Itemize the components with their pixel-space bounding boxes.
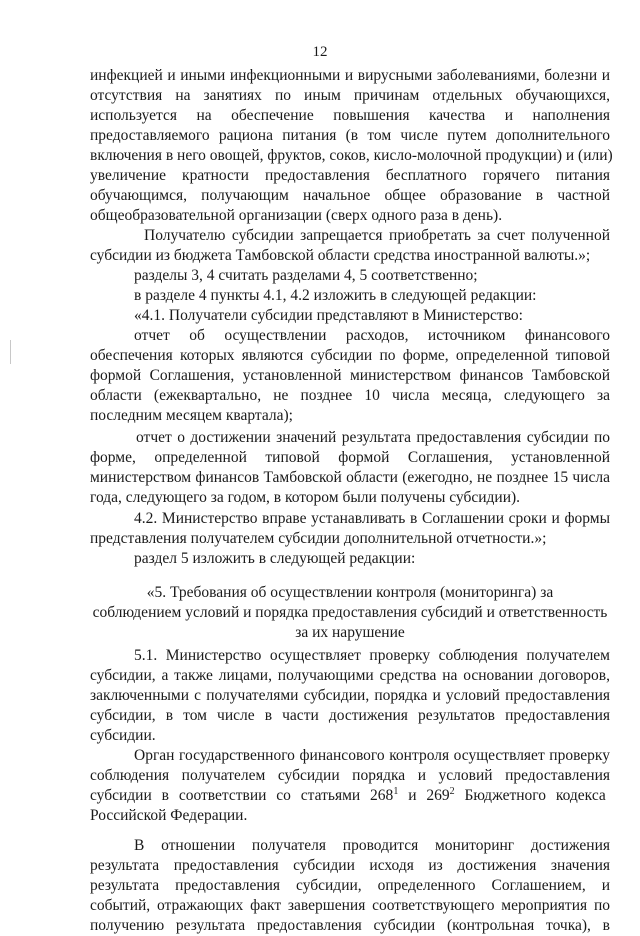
text-line: используется на обеспечение повышения качества и наполнения xyxy=(90,107,610,124)
text-line: предоставляемого рациона питания (в том числе путем дополнительного xyxy=(90,127,610,144)
text-line: общеобразовательной организации (сверх одного раза в день). xyxy=(90,207,503,224)
text-line: в разделе 4 пункты 4.1, 4.2 изложить в следующей редакции: xyxy=(134,287,537,304)
section-heading-line: соблюдением условий и порядка предоставления субсидий и ответственность xyxy=(92,604,608,621)
text-line: Получателю субсидии запрещается приобретать за счет полученной xyxy=(144,227,610,244)
superscript: 2 xyxy=(449,785,455,797)
text-line: отчет о достижении значений результата предоставления субсидии по xyxy=(136,429,610,446)
scan-margin-mark xyxy=(10,340,11,364)
text-line: результата предоставления субсидии исходя из достижения значения xyxy=(90,857,610,874)
text-line: форме, определенной типовой формой Соглашения, установленной xyxy=(90,449,610,466)
text-line: отсутствия на занятиях по иным причинам отдельных обучающихся, xyxy=(90,87,610,104)
page-number: 12 xyxy=(312,44,328,60)
text-line: событий, отражающих факт завершения соответствующего мероприятия по xyxy=(90,897,610,914)
text-line: В отношении получателя проводится мониторинг достижения xyxy=(134,837,610,854)
text-line: министерством финансов Тамбовской области (ежегодно, не позднее 15 числа xyxy=(90,469,610,486)
text-fragment: и 269 xyxy=(398,787,450,804)
text-line: субсидии, а также лицами, получающими средства на основании договоров, xyxy=(90,667,610,684)
superscript: 1 xyxy=(393,785,399,797)
text-line: обеспечения которых являются субсидии по форме, определенной типовой xyxy=(90,347,610,364)
text-line: представления получателем субсидии дополнительной отчетности.»; xyxy=(90,530,547,547)
text-line: результата предоставления субсидии, определенного Соглашением, и xyxy=(90,877,610,894)
text-line: увеличение кратности предоставления бесплатного горячего питания xyxy=(90,167,610,184)
text-fragment: субсидии в соответствии со статьями 268 xyxy=(90,787,394,804)
text-line: Российской Федерации. xyxy=(90,807,248,824)
text-line: субсидии из бюджета Тамбовской области средства иностранной валюты.»; xyxy=(90,247,591,264)
text-line: разделы 3, 4 считать разделами 4, 5 соответственно; xyxy=(134,267,478,284)
text-line: года, следующего за годом, в котором были получены субсидии). xyxy=(90,489,521,506)
text-line: субсидии. xyxy=(90,727,156,744)
text-line: 4.2. Министерство вправе устанавливать в Соглашении сроки и формы xyxy=(134,510,610,527)
text-line: «4.1. Получатели субсидии представляют в Министерство: xyxy=(134,307,523,324)
text-line xyxy=(90,786,610,806)
text-line: формой Соглашения, установленной министерством финансов Тамбовской xyxy=(90,367,610,384)
text-line: инфекцией и иными инфекционными и вирусными заболеваниями, болезни и xyxy=(90,67,610,84)
text-line: последним месяцем квартала); xyxy=(90,407,293,424)
text-line: субсидии, в том числе в части достижения результатов предоставления xyxy=(90,707,610,724)
text-line: области (ежеквартально, не позднее 10 числа месяца, следующего за xyxy=(90,387,610,404)
text-line: отчет об осуществлении расходов, источником финансового xyxy=(134,327,610,344)
text-fragment: Бюджетного кодекса xyxy=(454,787,606,804)
text-line: обучающимся, получающим начальное общее образование в частной xyxy=(90,187,610,204)
text-line: заключенными с получателями субсидии, порядка и условий предоставления xyxy=(90,687,610,704)
section-heading-line: «5. Требования об осуществлении контроля (мониторинга) за xyxy=(146,584,554,601)
text-line: раздел 5 изложить в следующей редакции: xyxy=(134,550,416,567)
text-line: включения в него овощей, фруктов, соков, кисло-молочной продукции) и (или) xyxy=(90,147,613,164)
section-heading-line: за их нарушение xyxy=(295,624,405,641)
text-line: соблюдения получателем субсидии порядка и условий предоставления xyxy=(90,767,610,784)
text-line: 5.1. Министерство осуществляет проверку соблюдения получателем xyxy=(134,647,610,664)
text-line: получению результата предоставления субсидии (контрольная точка), в xyxy=(90,917,610,934)
text-line: Орган государственного финансового контроля осуществляет проверку xyxy=(134,747,610,764)
